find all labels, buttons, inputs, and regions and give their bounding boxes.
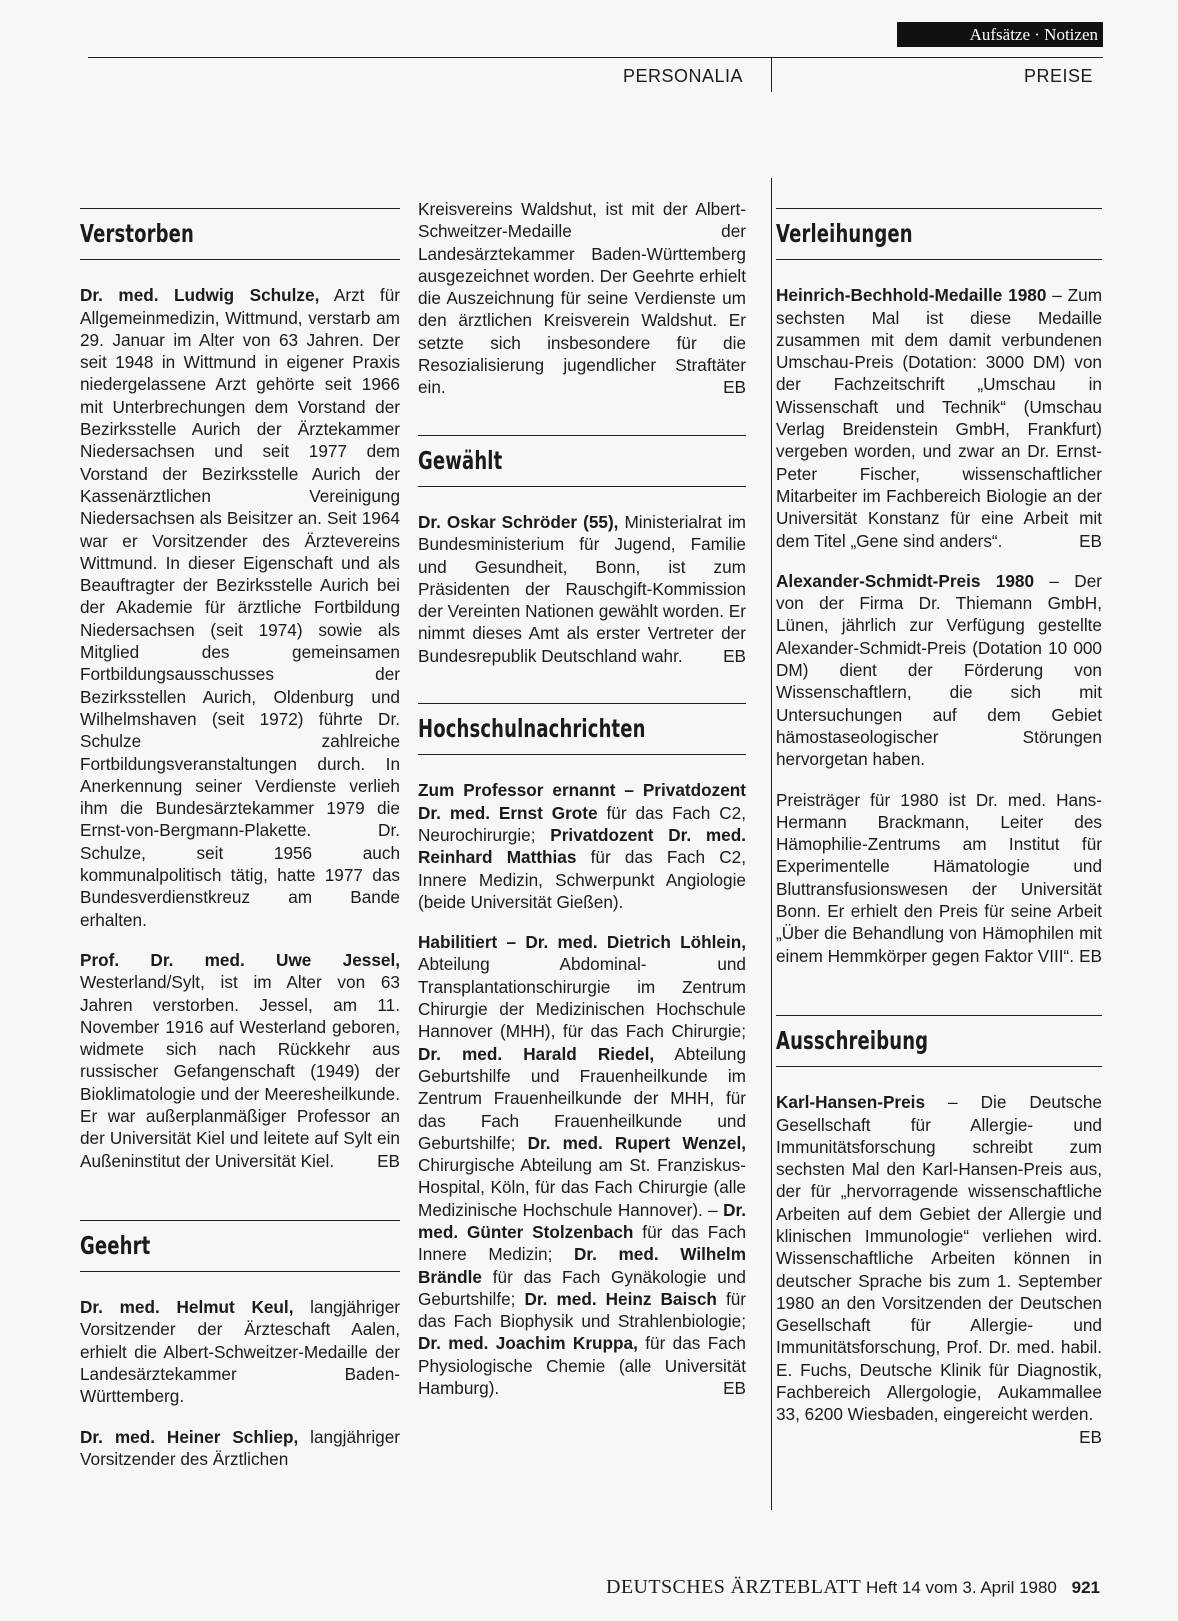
heading-text: Verstorben <box>80 219 194 248</box>
honor-text: langjähriger Vorsitzender der Ärzteschaft Aalen, erhielt die Albert-Schweitzer-Medaille der Landesärztekammer Baden-Württemberg. <box>80 1297 401 1407</box>
bold-run: Dr. med. Heinz Baisch <box>524 1288 717 1309</box>
column-divider <box>771 178 772 1510</box>
obituary-schulze <box>80 284 400 931</box>
author-initials: EB <box>1079 945 1102 966</box>
heading-ausschreibung <box>776 1015 1102 1067</box>
text-run: für das Fach C2, Neurochirurgie; <box>418 802 746 845</box>
honor-text: langjähriger Vorsitzender des Ärztlichen <box>80 1426 400 1469</box>
bold-run: Habilitiert – Dr. med. Dietrich Löhlein, <box>418 932 746 953</box>
issue-info: Heft 14 vom 3. April 1980 <box>866 1578 1057 1597</box>
heading-verstorben <box>80 208 400 260</box>
obituary-text: Arzt für Allgemeinmedizin, Wittmund, verstarb am 29. Januar im Alter von 63 Jahren. Der seit 1948 in Wittmund in eigener Praxis niedergelassene Arzt gehörte seit 1966 mit Unterbrechungen dem Vorstand der Bezirksstelle Aurich der Ärztekammer Niedersachsen und seit 1977 dem Vorstand der Bezirksstelle Aurich der Kassenärztlichen Vereinigung Niedersachsen als Beisitzer an. Seit 1964 war er Vorsitzender des Ärztevereins Wittmund. In dieser Eigenschaft und als Beauftragter der Bezirksstelle Aurich bei der Akademie für ärztliche Fortbildung Niedersachsen (seit 1974) sowie als Mitglied des gemeinsamen Fortbildungsausschusses der Bezirksstellen Aurich, Oldenburg und Wilhelmshaven (seit 1972) führte Dr. Schulze zahlreiche Fortbildungsveranstaltungen durch. In Anerkennung seiner Verdienste verlieh ihm die Bundesärztekammer 1979 die Ernst-von-Bergmann-Plakette. Dr. Schulze, seit 1956 auch kommunalpolitisch tätig, hatte 1977 das Bundesverdienstkreuz am Bande erhalten. <box>80 285 400 930</box>
text-run: für das Fach Gynäkologie und Geburtshilfe; <box>418 1266 746 1309</box>
obituary-jessel <box>80 949 400 1172</box>
call-text: – Die Deutsche Gesellschaft für Allergie- und Immunitätsforschung schreibt zum sechsten Mal den Karl-Hansen-Preis aus, der für „hervorragende wissenschaftliche Arbeiten auf dem Gebiet der Allergie und klinischen Immunologie“ verliehen wird. Wissenschaftliche Arbeiten können in deutscher Sprache bis zum 1. September 1980 an den Vorsitzenden der Deutschen Gesellschaft für Allergie- und Immunitätsforschung, Prof. Dr. med. habil. E. Fuchs, Deutsche Klinik für Diagnostik, Fachbereich Allergologie, Aukammallee 33, 6200 Wiesbaden, eingereicht werden. <box>776 1092 1102 1425</box>
award-schmidt <box>776 570 1102 771</box>
section-label-preise: PREISE <box>1024 66 1094 86</box>
award-text: – Der von der Firma Dr. Thiemann GmbH, Lünen, jährlich zur Verfügung gestellte Alexander-Schmidt-Preis (Dotation 10 000 DM) dient der Förderung von Wissenschaftlern, die sich mit Untersuchungen auf dem Gebiet hämostaseologischer Störungen hervorgetan haben. <box>776 570 1102 770</box>
section-label-personalia: PERSONALIA <box>623 66 744 86</box>
person-name: Dr. med. Heiner Schliep, <box>80 1426 299 1447</box>
award-bechhold <box>776 284 1102 552</box>
bold-run: Dr. med. Rupert Wenzel, <box>527 1132 747 1153</box>
publication-name: DEUTSCHES ÄRZTEBLATT <box>606 1576 862 1598</box>
obituary-text: Westerland/Sylt, ist im Alter von 63 Jahren verstorben. Jessel, am 11. November 1916 auf Westerland geboren, widmete sich nach Rückkehr aus russischer Gefangenschaft (1949) der Bioklimatologie und der Meeresheilkunde. Er war außerplanmäßiger Professor an der Universität Kiel und leitete auf Sylt ein Außeninstitut der Universität Kiel. <box>80 972 400 1171</box>
award-text: – Zum sechsten Mal ist diese Medaille zusammen mit dem damit verbundenen Umschau-Preis (Dotation: 3000 DM) von der Fachzeitschrift „Umschau in Wissenschaft und Technik“ (Umschau Verlag Breidenstein GmbH, Frankfurt) vergeben worden, und zwar an Dr. Ernst-Peter Fischer, wissenschaftlicher Mitarbeiter im Fachbereich Biologie an der Universität Konstanz für eine Arbeit mit dem Titel „Gene sind anders“. <box>776 285 1103 551</box>
continued-text <box>418 198 746 399</box>
award-schmidt-winner <box>776 789 1102 967</box>
column-divider-top <box>771 57 772 92</box>
text-run: für das Fach Biophysik und Strahlenbiologie; <box>418 1288 746 1332</box>
text-run: für das Fach Physiologische Chemie (alle Universität Hamburg). <box>418 1333 746 1399</box>
award-name: Karl-Hansen-Preis <box>776 1092 926 1113</box>
award-name: Alexander-Schmidt-Preis 1980 <box>776 570 1035 591</box>
text-run: Abteilung Geburtshilfe und Frauenheilkunde im Zentrum Frauenheilkunde der MHH, für das Fach Frauenheilkunde und Geburtshilfe; <box>418 1043 747 1153</box>
top-rule <box>88 57 1103 58</box>
person-name: Prof. Dr. med. Uwe Jessel, <box>80 949 400 970</box>
award-text: Preisträger für 1980 ist Dr. med. Hans-Hermann Brackmann, Leiter des Hämophilie-Zentrums am Institut für Experimentelle Hämatologie und Bluttransfusionswesen der Universität Bonn. Er erhielt den Preis für seine Arbeit „Über die Behandlung von Hämophilen mit einem Hemmkörper gegen Faktor VIII“. <box>776 789 1102 966</box>
page-footer <box>480 1576 1100 1599</box>
heading-geehrt <box>80 1220 400 1272</box>
bold-run: Zum Professor ernannt – Privatdozent Dr. med. Ernst Grote <box>418 780 746 823</box>
call-hansen <box>776 1091 1102 1447</box>
elected-text: Ministerialrat im Bundesministerium für Jugend, Familie und Gesundheit, Bonn, ist zum Präsidenten der Rauschgift-Kommission der Vereinten Nationen gewählt worden. Er nimmt dieses Amt als erster Vertreter der Bundesrepublik Deutschland wahr. <box>418 511 746 666</box>
heading-text: Verleihungen <box>776 219 913 248</box>
person-name: Dr. Oskar Schröder (55), <box>418 511 619 532</box>
award-name: Heinrich-Bechhold-Medaille 1980 <box>776 285 1047 306</box>
appointments <box>418 779 746 913</box>
bold-run: Dr. med. Joachim Kruppa, <box>418 1333 638 1354</box>
heading-text: Ausschreibung <box>776 1025 929 1055</box>
column-2 <box>418 198 746 1417</box>
section-tag: Aufsätze · Notizen <box>897 22 1103 47</box>
heading-gewaehlt <box>418 435 746 487</box>
column-3 <box>776 208 1102 1448</box>
column-1 <box>80 208 400 1488</box>
author-initials: EB <box>723 645 746 666</box>
elected-schroeder <box>418 511 746 667</box>
honor-keul <box>80 1296 400 1407</box>
honor-schliep <box>80 1426 400 1471</box>
bold-run: Privatdozent Dr. med. Reinhard Matthias <box>418 824 746 868</box>
habilitations <box>418 931 746 1399</box>
continued-body: Kreisvereins Waldshut, ist mit der Albert-Schweitzer-Medaille der Landesärztekammer Baden-Württemberg ausgezeichnet worden. Der Geehrte erhielt die Auszeichnung für seine Verdienste um den ärztlichen Kreisverein Waldshut. Er setzte sich insbesondere für die Resozialisierung jugendlicher Straftäter ein. <box>418 199 746 398</box>
person-name: Dr. med. Ludwig Schulze, <box>80 285 320 306</box>
heading-text: Gewählt <box>418 445 503 475</box>
heading-text: Hochschulnachrichten <box>418 714 646 744</box>
text-run: Chirurgische Abteilung am St. Franziskus-Hospital, Köln, für das Fach Chirurgie (alle Medizinische Hochschule Hannover). – <box>418 1155 746 1220</box>
bold-run: Dr. med. Günter Stolzenbach <box>418 1199 746 1242</box>
heading-text: Geehrt <box>80 1230 151 1260</box>
page-number: 921 <box>1071 1578 1100 1597</box>
bold-run: Dr. med. Harald Riedel, <box>418 1043 655 1064</box>
bold-run: Dr. med. Wilhelm Brändle <box>418 1244 746 1287</box>
text-run: für das Fach Innere Medizin; <box>418 1221 746 1265</box>
author-initials: EB <box>723 1378 746 1399</box>
text-run: für das Fach C2, Innere Medizin, Schwerpunkt Angiologie (beide Universität Gießen). <box>418 847 746 912</box>
heading-hochschulnachrichten <box>418 703 746 755</box>
author-initials: EB <box>723 377 746 398</box>
text-run: Abteilung Abdominal- und Transplantationschirurgie im Zentrum Chirurgie der Medizinischen Hochschule Hannover (MHH), für das Fach Chirurgie; <box>418 954 746 1042</box>
heading-verleihungen <box>776 208 1102 260</box>
author-initials: EB <box>1079 1426 1102 1447</box>
author-initials: EB <box>377 1150 400 1171</box>
author-initials: EB <box>1079 530 1102 551</box>
person-name: Dr. med. Helmut Keul, <box>80 1297 294 1318</box>
